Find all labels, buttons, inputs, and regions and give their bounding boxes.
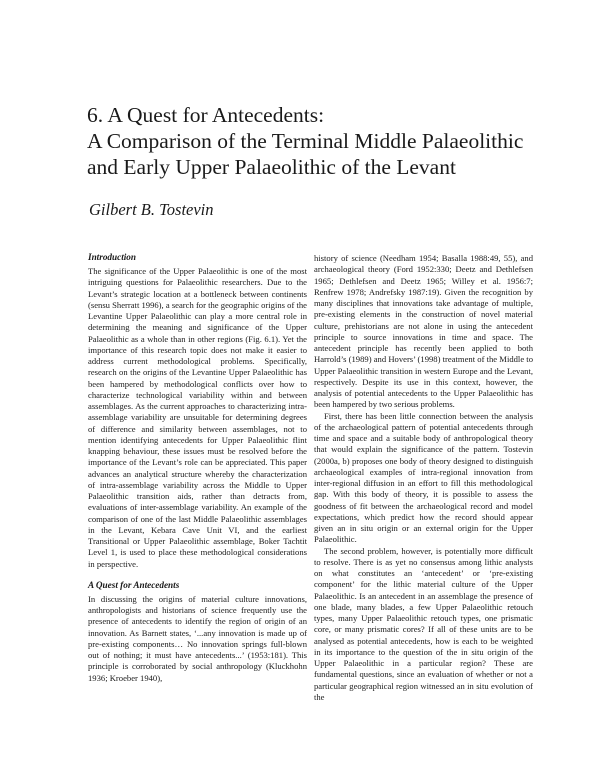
left-column	[88, 251, 307, 684]
chapter-title-line-2: A Comparison of the Terminal Middle Palaeolithic	[87, 129, 524, 153]
paragraph-right-1: history of science (Needham 1954; Basalla 1988:49, 55), and archaeological theory (Ford 1952:330; Deetz and Dethlefsen 1965; Dethlefsen and Deetz 1965; Willey et al. 1956:7; Renfrew 1978; Andrefsky 1987:19). Given the recognition by many disciplines that innovations take advantage of multiple, pre-existing elements in the construction of novel material culture, prehistorians are not alone in using the antecedent principle to source innovations in time and space. The antecedent principle has recently been applied to both Harrold’s (1989) and Hovers’ (1998) treatment of the Middle to Upper Palaeolithic transition in western Europe and the Levant, respectively. Despite its use in this context, however, the analysis of potential antecedents to the Upper Palaeolithic has been hampered by two serious problems.	[314, 253, 533, 410]
section-heading-introduction: Introduction	[88, 252, 136, 262]
paragraph-quest: In discussing the origins of material culture innovations, anthropologists and historians of science frequently use the presence of antecedents to identify the region of origin of an innovation. As Barnett states, ‘...any innovation is made up of pre-existing components… No innovation springs full-blown out of nothing; it must have antecedents...’ (1953:181). This principle is corroborated by social anthropology (Kluckhohn 1936; Kroeber 1940),	[88, 593, 307, 683]
chapter-title	[87, 102, 567, 180]
right-column	[314, 253, 533, 703]
paragraph-right-3: The second problem, however, is potentially more difficult to resolve. There is as yet no consensus among lithic analysts on what constitutes an ‘antecedent’ or ‘pre-existing component’ for the lithic material culture of the Upper Palaeolithic. Is an antecedent in an assemblage the presence of one blade, many blades, a few Upper Palaeolithic retouch types, many Upper Palaeolithic retouch types, one prismatic core, or many prismatic cores? If all of these units are to be analysed as potential antecedents, how is each to be weighted in its importance to the question of the in situ origin of the Upper Palaeolithic in a particular region? These are fundamental questions, since an evaluation of whether or not a particular geographical region witnessed an in situ evolution of the	[314, 545, 533, 702]
chapter-title-line-3: and Early Upper Palaeolithic of the Levant	[87, 155, 456, 179]
paragraph-right-2: First, there has been little connection between the analysis of the archaeological pattern of potential antecedents through time and space and a suitable body of anthropological theory that would explain the significance of the pattern. Tostevin (2000a, b) proposes one body of theory designed to distinguish archaeological examples of intra-regional innovation from inter-regional diffusion in an effort to fill this methodological gap. With this body of theory, it is possible to assess the goodness of fit between the archaeological record and model expectations, which predict how the record should appear given an in situ origin or an external origin for the Upper Palaeolithic.	[314, 410, 533, 545]
chapter-title-line-1: 6. A Quest for Antecedents:	[87, 103, 325, 127]
section-heading-quest: A Quest for Antecedents	[88, 579, 180, 590]
author-name: Gilbert B. Tostevin	[89, 200, 214, 219]
paragraph-introduction: The significance of the Upper Palaeolithic is one of the most intriguing questions for Palaeolithic researchers. Due to the Levant’s strategic location at a bottleneck between continents (sensu Sherratt 1996), a search for the geographic origins of the Levantine Upper Palaeolithic can play a more central role in determining the meaning and significance of the Upper Palaeolithic as a whole than in other regions (Fig. 6.1). Yet the importance of this research topic does not make it easier to address current methodological problems. Specifically, research on the origins of the Levantine Upper Palaeolithic has been hampered by methodological conflicts over how to characterize technological variability within and between assemblages. As the current approaches to characterizing intra-assemblage variability are unsuitable for determining degrees of difference and similarity between assemblages, not to mention identifying antecedents for Upper Palaeolithic flint knapping behaviour, these issues must be resolved before the importance of the Levant’s role can be appreciated. This paper advances an analytical structure whereby the characterization of intra-assemblage variability across the Middle to Upper Palaeolithic transition aids, rather than detracts from, evaluations of inter-assemblage variability. An example of the comparison of one of the last Middle Palaeolithic assemblages in the Levant, Kebara Cave Unit VI, and the earliest Transitional or Upper Palaeolithic assemblage, Boker Tachtit Level 1, is used to place these methodological considerations in perspective.	[88, 266, 307, 569]
